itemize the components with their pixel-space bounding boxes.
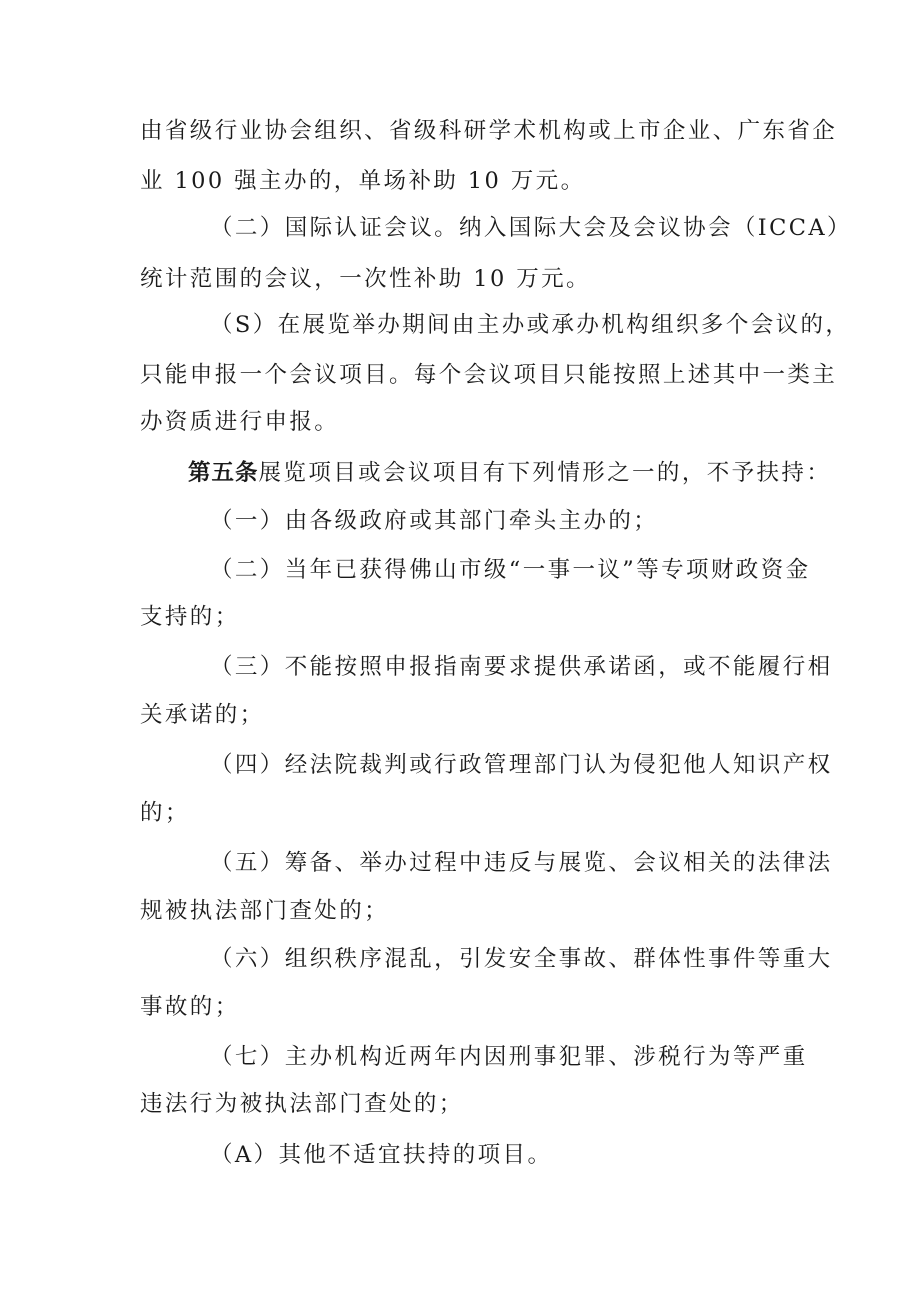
- text-line: 展览项目或会议项目有下列情形之一的，不予扶持：: [258, 460, 832, 486]
- text-line: （一）由各级政府或其部门牵头主办的；: [210, 508, 659, 534]
- text-line: （五）筹备、举办过程中违反与展览、会议相关的法律法: [210, 850, 833, 876]
- text-line: 业 100 强主办的，单场补助 10 万元。: [140, 168, 586, 194]
- text-line: （四）经法院裁判或行政管理部门认为侵犯他人知识产权: [210, 752, 833, 778]
- article-5-heading: [188, 458, 831, 488]
- text-line: （七）主办机构近两年内因刑事犯罪、涉税行为等严重: [210, 1044, 808, 1070]
- text-line: 支持的；: [140, 604, 240, 630]
- text-line: 的；: [140, 800, 190, 826]
- text-line: 统计范围的会议，一次性补助 10 万元。: [140, 266, 591, 292]
- text-line: 由省级行业协会组织、省级科研学术机构或上市企业、广东省企: [140, 118, 838, 144]
- text-line: 规被执法部门查处的；: [140, 898, 390, 924]
- text-line: 违法行为被执法部门查处的；: [140, 1091, 464, 1117]
- text-line: （三）不能按照申报指南要求提供承诺函，或不能履行相: [210, 654, 833, 680]
- text-line: 事故的；: [140, 994, 240, 1020]
- text-line: 办资质进行申报。: [140, 409, 340, 435]
- text-line: （A）其他不适宜扶持的项目。: [210, 1142, 553, 1168]
- text-line: （S）在展览举办期间由主办或承办机构组织多个会议的，: [210, 312, 851, 338]
- text-line: （二）当年已获得佛山市级“一事一议”等专项财政资金: [210, 557, 811, 583]
- article-label: 第五条: [188, 460, 259, 486]
- text-line: （二）国际认证会议。纳入国际大会及会议协会（ICCA）: [210, 215, 852, 241]
- text-line: 关承诺的；: [140, 702, 265, 728]
- text-line: （六）组织秩序混乱，引发安全事故、群体性事件等重大: [210, 946, 833, 972]
- text-line: 只能申报一个会议项目。每个会议项目只能按照上述其中一类主: [140, 362, 838, 388]
